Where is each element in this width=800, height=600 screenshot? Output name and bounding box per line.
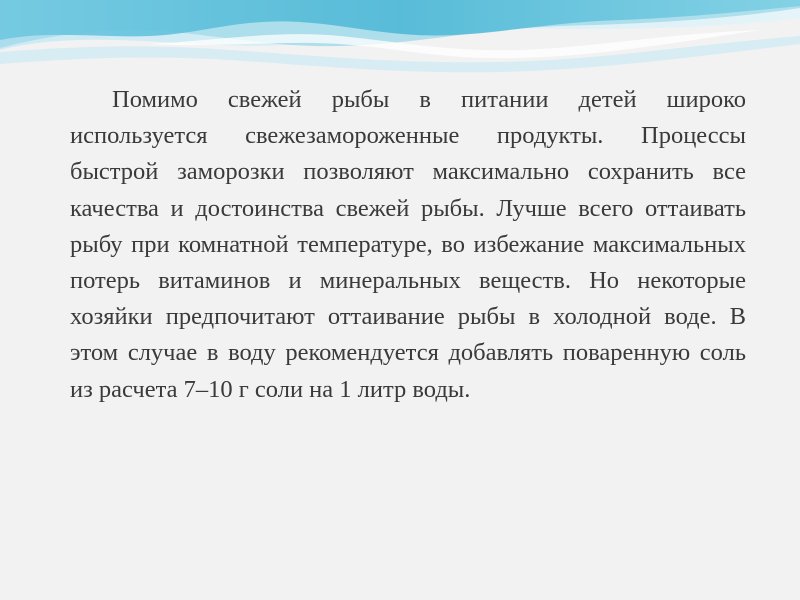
main-paragraph: Помимо свежей рыбы в питании детей широко используется свежезамороженные продукты. Процессы быстрой заморозки позволяют максимально сохранить все качества и достоинства свежей рыбы. Лучше всего оттаивать рыбу при комнатной температуре, во избежание максимальных потерь витаминов и минеральных веществ. Но некоторые хозяйки предпочитают оттаивание рыбы в холодной воде. В этом случае в воду рекомендуется добавлять поваренную соль из расчета 7–10 г соли на 1 литр воды.	[70, 86, 746, 403]
decorative-wave-header	[0, 0, 800, 80]
